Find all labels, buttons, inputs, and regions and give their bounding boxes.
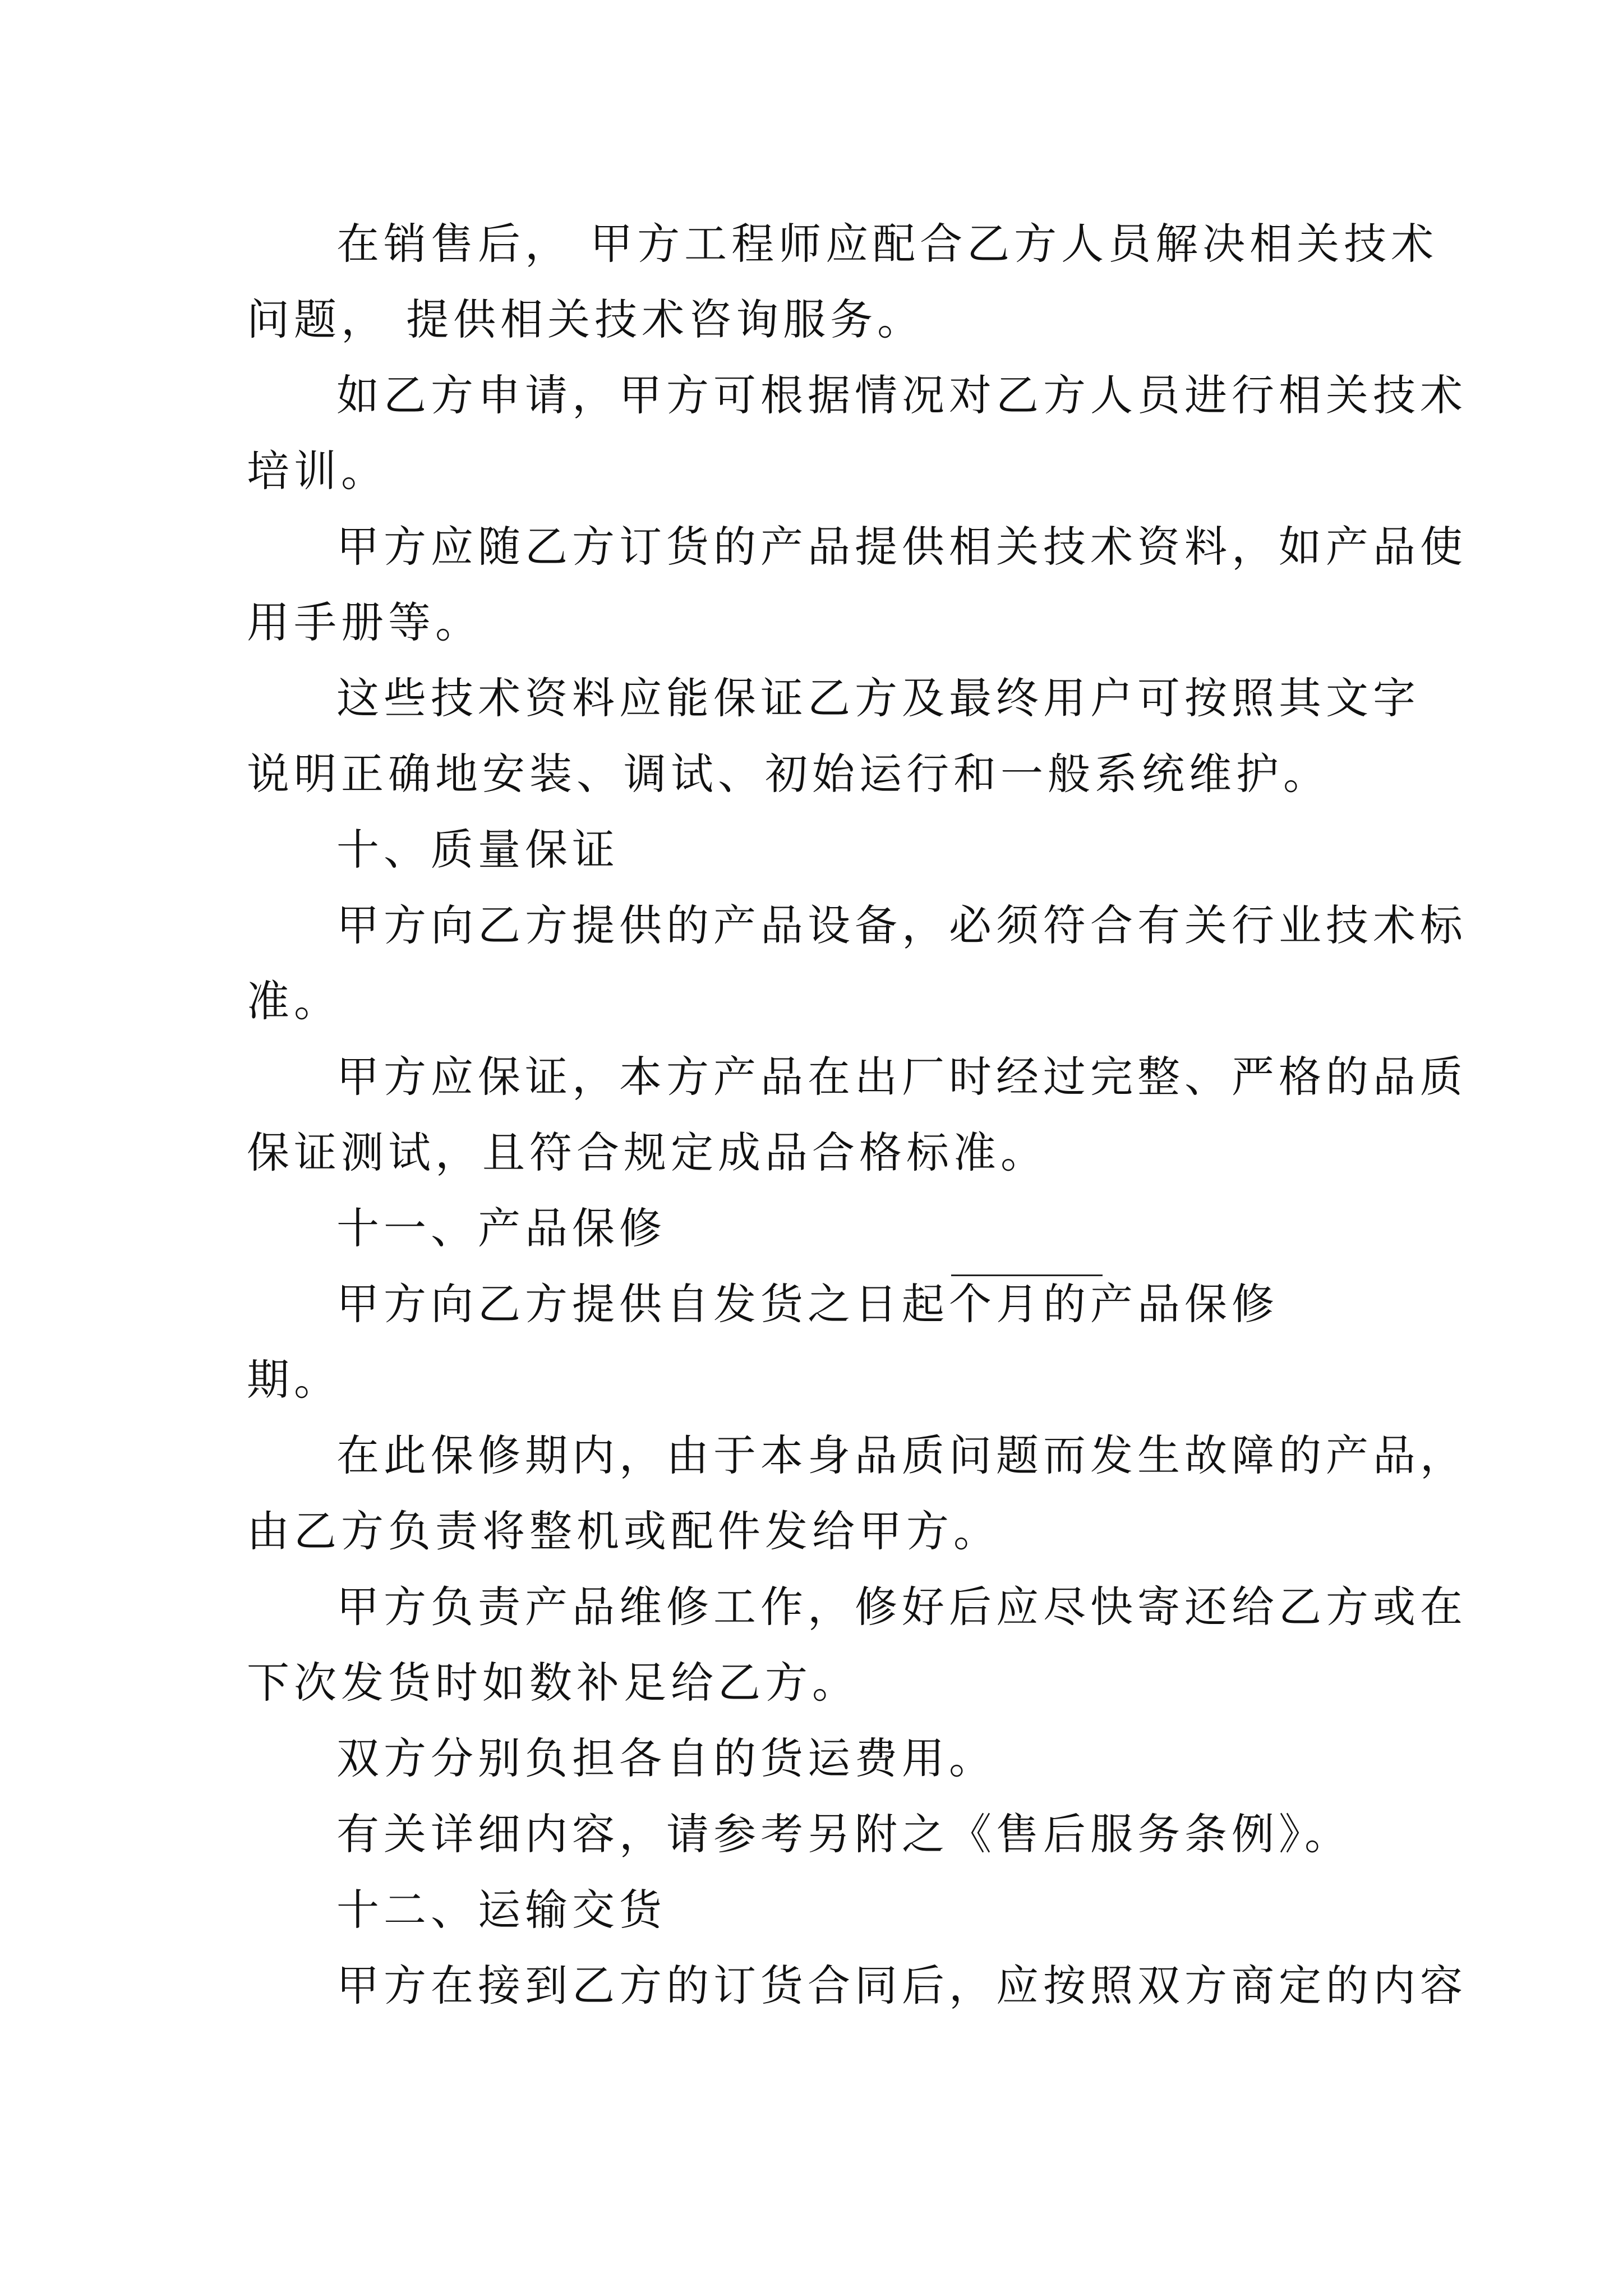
line-text: 双方分别负担各自的货运费用。: [336, 1733, 996, 1783]
paragraph-line: [0, 895, 1623, 956]
paragraph-line: [0, 1349, 1623, 1411]
line-text: 甲方向乙方提供的产品设备，必须符合有关行业技术标: [336, 900, 1467, 950]
line-text: 准。: [247, 976, 341, 1026]
paragraph-line: [0, 592, 1623, 654]
paragraph-line: [0, 1955, 1623, 2017]
line-text: 培训。: [247, 446, 388, 496]
section-heading: [0, 819, 1623, 881]
paragraph-line: [0, 1803, 1623, 1865]
line-text: 说明正确地安装、调试、初始运行和一般系统维护。: [247, 749, 1330, 799]
paragraph-line: [0, 1501, 1623, 1562]
line-text: 如乙方申请，甲方可根据情况对乙方人员进行相关技术: [336, 370, 1467, 420]
paragraph-line: [0, 213, 1623, 275]
line-text: 甲方在接到乙方的订货合同后，应按照双方商定的内容: [336, 1961, 1467, 2010]
paragraph-line: [0, 970, 1623, 1032]
line-text: 问题， 提供相关技术咨询服务。: [247, 295, 925, 344]
paragraph-line: [0, 1046, 1623, 1108]
paragraph-line: [0, 365, 1623, 426]
paragraph-line: [0, 1576, 1623, 1638]
paragraph-line: [0, 440, 1623, 502]
heading-text: 十、质量保证: [336, 825, 619, 875]
paragraph-line: [0, 1425, 1623, 1487]
line-text: 由乙方负责将整机或配件发给甲方。: [247, 1506, 1000, 1556]
line-text: 这些技术资料应能保证乙方及最终用户可按照其文字: [336, 673, 1420, 723]
line-text: 用手册等。: [247, 597, 482, 647]
paragraph-line: [0, 1652, 1623, 1714]
paragraph-line: [0, 1728, 1623, 1789]
line-text: 有关详细内容，请参考另附之《售后服务条例》。: [336, 1809, 1352, 1859]
paragraph-line: [0, 1273, 1623, 1335]
section-heading: [0, 1879, 1623, 1941]
line-text: 甲方负责产品维修工作，修好后应尽快寄还给乙方或在: [336, 1582, 1467, 1632]
line-text: 甲方应随乙方订货的产品提供相关技术资料，如产品使: [336, 522, 1467, 572]
paragraph-line: [0, 668, 1623, 729]
line-text: 在此保修期内，由于本身品质问题而发生故障的产品，: [336, 1430, 1467, 1480]
line-text: 甲方向乙方提供自发货之日起: [336, 1279, 949, 1329]
line-text: 在销售后， 甲方工程师应配合乙方人员解决相关技术: [336, 219, 1438, 269]
paragraph-line: [0, 743, 1623, 805]
line-text: 保证测试，且符合规定成品合格标准。: [247, 1128, 1048, 1177]
fill-in-blank: [951, 1273, 1103, 1276]
heading-text: 十一、产品保修: [336, 1203, 666, 1253]
paragraph-line: [0, 516, 1623, 578]
section-heading: [0, 1198, 1623, 1259]
paragraph-line: [0, 1122, 1623, 1184]
line-text: 个月的产品保修: [949, 1279, 1279, 1329]
line-text: 期。: [247, 1355, 341, 1405]
paragraph-line: [0, 289, 1623, 351]
heading-text: 十二、运输交货: [336, 1885, 666, 1935]
line-text: 甲方应保证，本方产品在出厂时经过完整、严格的品质: [336, 1052, 1467, 1102]
line-text: 下次发货时如数补足给乙方。: [247, 1658, 859, 1708]
